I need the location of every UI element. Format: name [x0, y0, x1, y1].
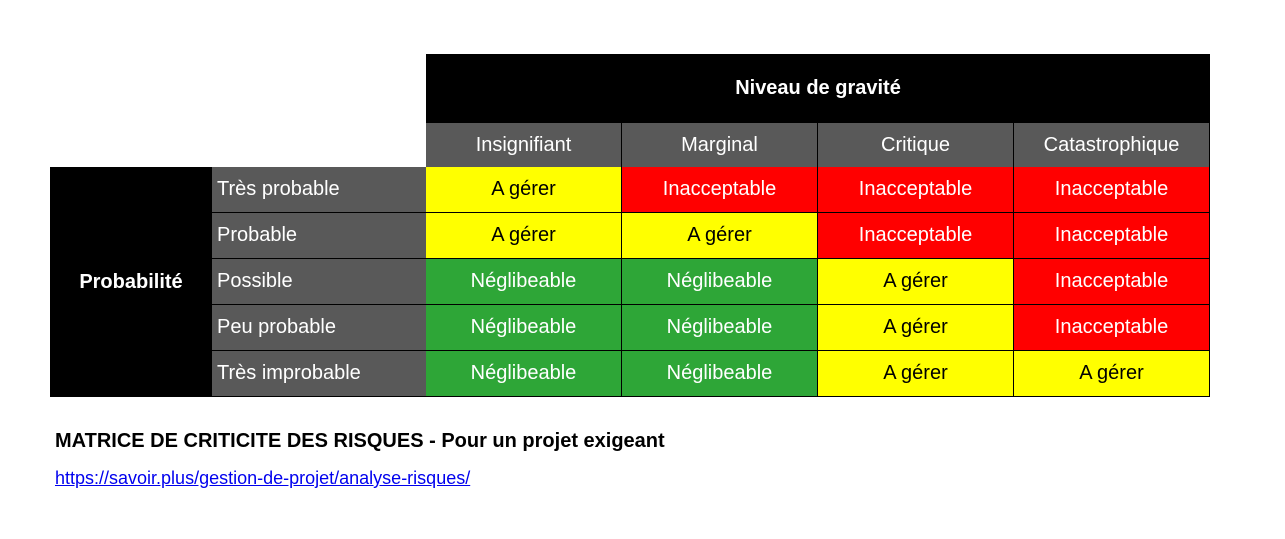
matrix-cell: Néglibeable [622, 351, 818, 397]
matrix-cell: A gérer [818, 351, 1014, 397]
matrix-cell: Néglibeable [622, 305, 818, 351]
column-header-critique: Critique [818, 122, 1014, 167]
matrix-cell: A gérer [818, 305, 1014, 351]
gravity-axis-title: Niveau de gravité [426, 54, 1210, 122]
matrix-cell: Inacceptable [1014, 305, 1210, 351]
matrix-cell: Inacceptable [818, 167, 1014, 213]
matrix-cell: Inacceptable [1014, 259, 1210, 305]
matrix-cell: A gérer [426, 213, 622, 259]
matrix-cell: Inacceptable [1014, 167, 1210, 213]
matrix-cell: Néglibeable [426, 259, 622, 305]
matrix-cell: Néglibeable [622, 259, 818, 305]
row-header-tres-probable: Très probable [212, 167, 426, 213]
matrix-cell: Inacceptable [1014, 213, 1210, 259]
row-header-possible: Possible [212, 259, 426, 305]
matrix-cell: Néglibeable [426, 305, 622, 351]
probability-axis-title: Probabilité [50, 167, 212, 397]
matrix-cell: A gérer [1014, 351, 1210, 397]
column-header-catastrophique: Catastrophique [1014, 122, 1210, 167]
risk-matrix [50, 54, 1210, 397]
matrix-caption: MATRICE DE CRITICITE DES RISQUES - Pour un projet exigeant [55, 430, 665, 452]
matrix-cell: A gérer [622, 213, 818, 259]
matrix-cell: A gérer [426, 167, 622, 213]
column-header-marginal: Marginal [622, 122, 818, 167]
row-header-probable: Probable [212, 213, 426, 259]
matrix-cell: Inacceptable [622, 167, 818, 213]
column-header-insignifiant: Insignifiant [426, 122, 622, 167]
matrix-cell: Inacceptable [818, 213, 1014, 259]
row-header-peu-probable: Peu probable [212, 305, 426, 351]
row-header-tres-improbable: Très improbable [212, 351, 426, 397]
matrix-cell: A gérer [818, 259, 1014, 305]
source-link[interactable]: https://savoir.plus/gestion-de-projet/analyse-risques/ [55, 468, 471, 488]
matrix-cell: Néglibeable [426, 351, 622, 397]
